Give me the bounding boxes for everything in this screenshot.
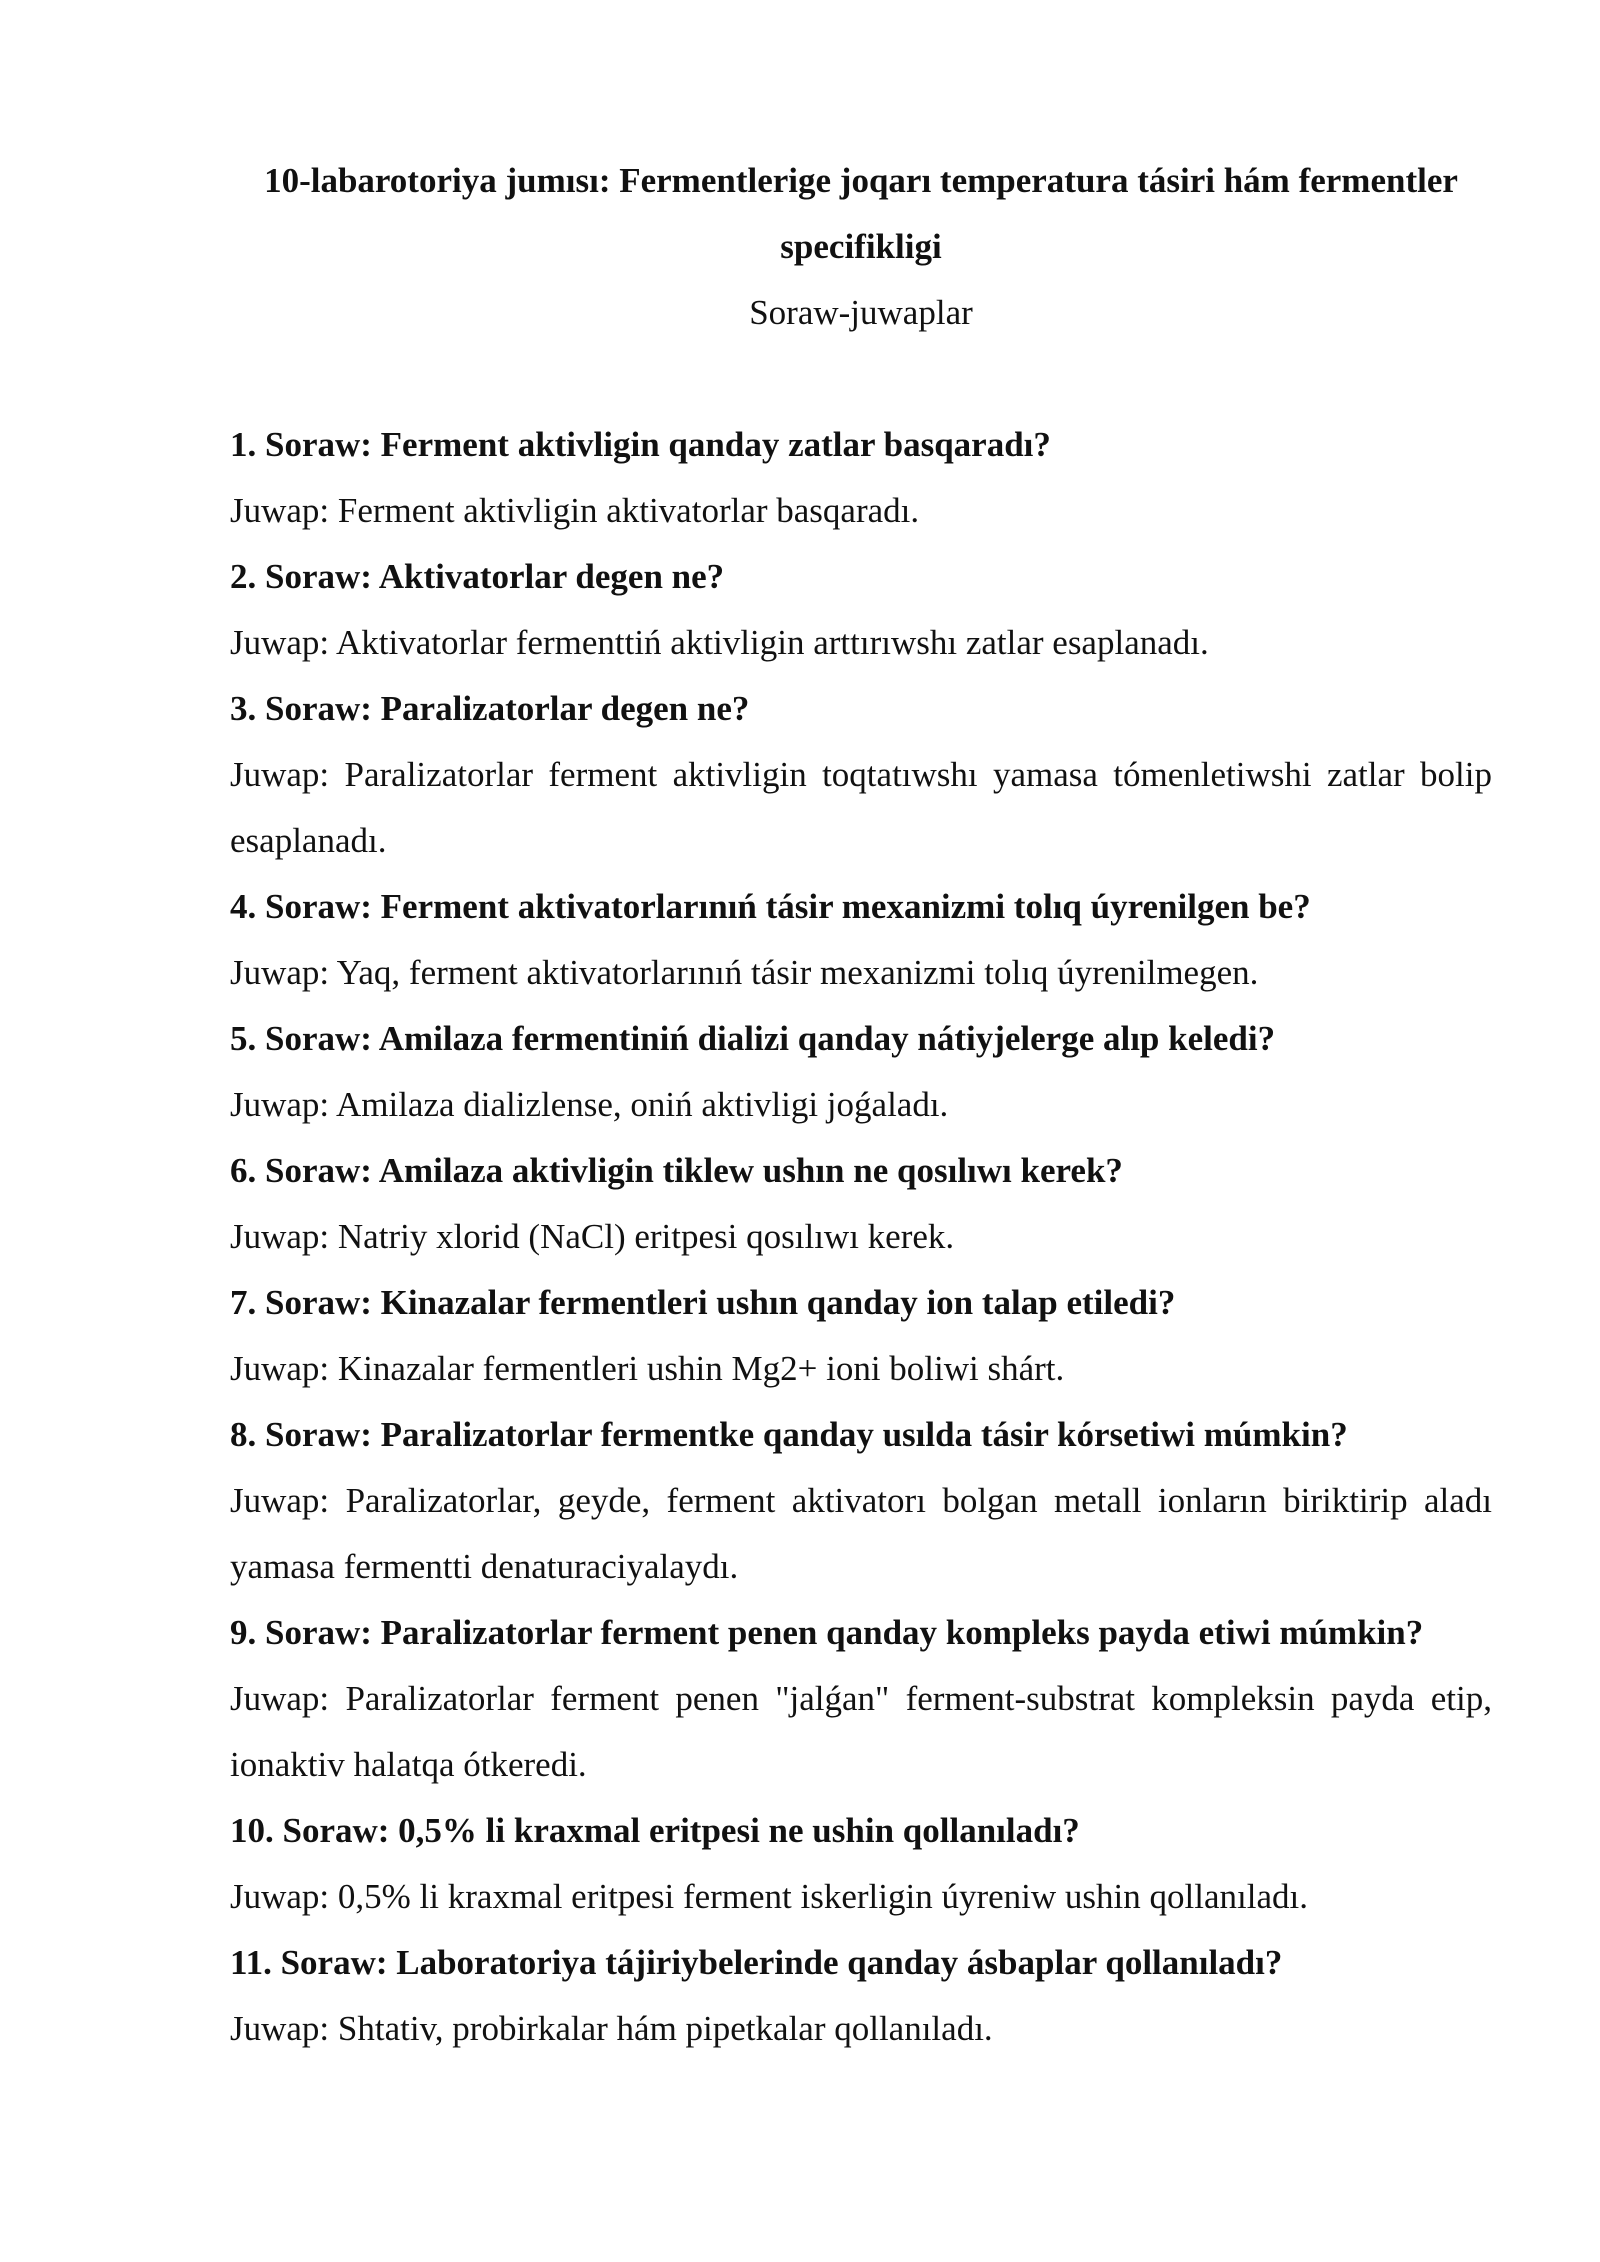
question-3: 3. Soraw: Paralizatorlar degen ne? xyxy=(230,689,750,728)
question-6: 6. Soraw: Amilaza aktivligin tiklew ushın ne qosılıwı kerek? xyxy=(230,1151,1123,1190)
question-9: 9. Soraw: Paralizatorlar ferment penen qanday kompleks payda etiwi múmkin? xyxy=(230,1613,1424,1652)
document-subtitle: Soraw-juwaplar xyxy=(749,293,973,332)
qa-item-10 xyxy=(230,1798,1492,1930)
answer-5: Juwap: Amilaza dializlense, oniń aktivligi joǵaladı. xyxy=(230,1085,949,1124)
answer-7: Juwap: Kinazalar fermentleri ushin Mg2+ ioni boliwi shárt. xyxy=(230,1349,1065,1388)
document-title: 10-labarotoriya jumısı: Fermentlerige joqarı temperatura tásiri hám fermentler specifikligi xyxy=(264,161,1458,266)
question-10: 10. Soraw: 0,5% li kraxmal eritpesi ne ushin qollanıladı? xyxy=(230,1811,1080,1850)
document-content xyxy=(230,148,1492,2062)
question-11: 11. Soraw: Laboratoriya tájiriybelerinde qanday ásbaplar qollanıladı? xyxy=(230,1943,1283,1982)
qa-item-7 xyxy=(230,1270,1492,1402)
qa-item-8 xyxy=(230,1402,1492,1600)
qa-item-1 xyxy=(230,412,1492,544)
answer-3: Juwap: Paralizatorlar ferment aktivligin toqtatıwshı yamasa tómenletiwshi zatlar bolip esaplanadı. xyxy=(230,755,1492,860)
qa-item-2 xyxy=(230,544,1492,676)
question-4: 4. Soraw: Ferment aktivatorlarınıń tásir mexanizmi tolıq úyrenilgen be? xyxy=(230,887,1311,926)
answer-8: Juwap: Paralizatorlar, geyde, ferment aktivatorı bolgan metall ionların biriktirip aladı yamasa fermentti denaturaciyalaydı. xyxy=(230,1481,1492,1586)
answer-1: Juwap: Ferment aktivligin aktivatorlar basqaradı. xyxy=(230,491,920,530)
qa-item-9 xyxy=(230,1600,1492,1798)
answer-2: Juwap: Aktivatorlar fermenttiń aktivligin arttırıwshı zatlar esaplanadı. xyxy=(230,623,1209,662)
qa-item-3 xyxy=(230,676,1492,874)
answer-6: Juwap: Natriy xlorid (NaCl) eritpesi qosılıwı kerek. xyxy=(230,1217,955,1256)
question-7: 7. Soraw: Kinazalar fermentleri ushın qanday ion talap etiledi? xyxy=(230,1283,1176,1322)
qa-item-6 xyxy=(230,1138,1492,1270)
qa-list xyxy=(230,412,1492,2062)
question-1: 1. Soraw: Ferment aktivligin qanday zatlar basqaradı? xyxy=(230,425,1051,464)
qa-item-11 xyxy=(230,1930,1492,2062)
answer-11: Juwap: Shtativ, probirkalar hám pipetkalar qollanıladı. xyxy=(230,2009,993,2048)
qa-item-4 xyxy=(230,874,1492,1006)
question-2: 2. Soraw: Aktivatorlar degen ne? xyxy=(230,557,725,596)
answer-4: Juwap: Yaq, ferment aktivatorlarınıń tásir mexanizmi tolıq úyrenilmegen. xyxy=(230,953,1259,992)
question-8: 8. Soraw: Paralizatorlar fermentke qanday usılda tásir kórsetiwi múmkin? xyxy=(230,1415,1348,1454)
qa-item-5 xyxy=(230,1006,1492,1138)
question-5: 5. Soraw: Amilaza fermentiniń dializi qanday nátiyjelerge alıp keledi? xyxy=(230,1019,1276,1058)
answer-9: Juwap: Paralizatorlar ferment penen "jalǵan" ferment-substrat kompleksin payda etip, ionaktiv halatqa ótkeredi. xyxy=(230,1679,1492,1784)
answer-10: Juwap: 0,5% li kraxmal eritpesi ferment iskerligin úyreniw ushin qollanıladı. xyxy=(230,1877,1308,1916)
